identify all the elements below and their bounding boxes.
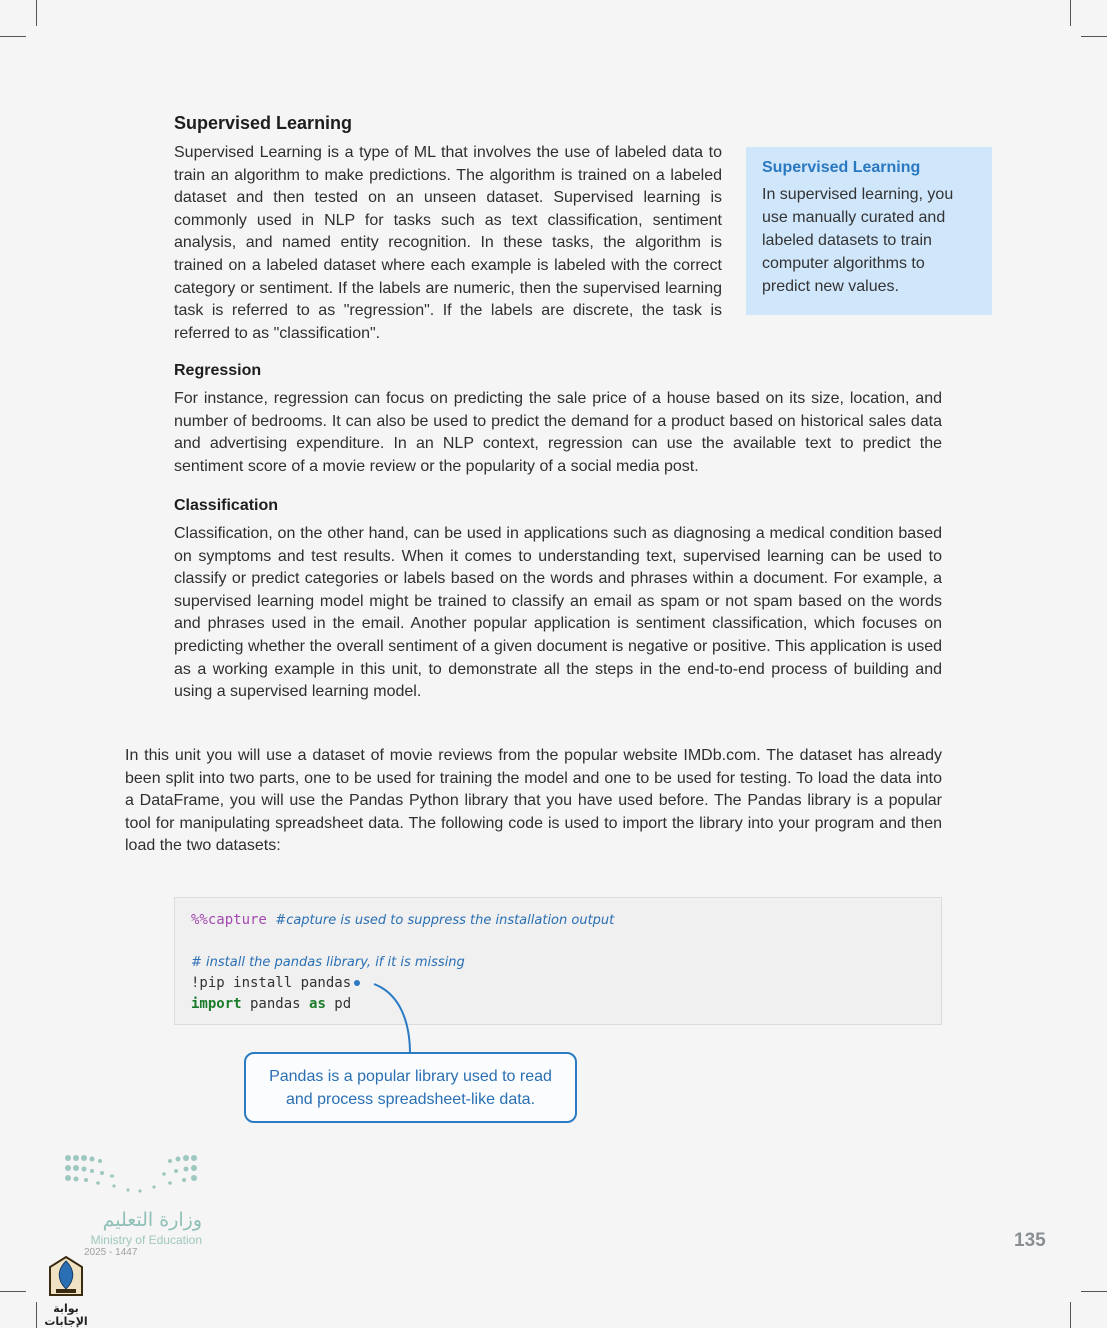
crop-mark <box>1081 1291 1107 1292</box>
code-comment: #capture is used to suppress the installation output <box>275 913 615 928</box>
regression-paragraph: For instance, regression can focus on predicting the sale price of a house based on its size, location, and number of bedrooms. It can also be used to predict the demand for a product based on historical sales data and advertising expenditure. In an NLP context, regression can use the available text to predict the sentiment score of a movie review or the popularity of a social media post. <box>174 390 942 475</box>
sidebar-title: Supervised Learning <box>762 159 921 176</box>
brand-watermark <box>30 1255 102 1328</box>
dataset-intro-paragraph: In this unit you will use a dataset of movie reviews from the popular website IMDb.com. The dataset has already been split into two parts, one to be used for training the model and one to be used for testing. To load the data into a DataFrame, you will use the Pandas Python library that you have used before. The Pandas library is a popular tool for manipulating spreadsheet data. The following code is used to import the library into your program and then load the two datasets: <box>125 747 942 855</box>
supervised-learning-heading: Supervised Learning <box>174 113 353 133</box>
module-name: pandas <box>241 996 310 1012</box>
definition-sidebar <box>746 147 992 315</box>
supervised-learning-paragraph: Supervised Learning is a type of ML that involves the use of labeled data to train an algorithm to make predictions. The algorithm is trained on a labeled dataset and then tested on an unseen dataset. Supervised learning is commonly used in NLP for tasks such as text classification, sentiment analysis, and named entity recognition. In these tasks, the algorithm is trained on a labeled dataset where each example is labeled with the correct category or sentiment. If the labels are numeric, then the supervised learning task is referred to as "regression". If the labels are discrete, the task is referred to as "classification". <box>174 144 722 342</box>
crop-mark <box>1081 36 1107 37</box>
code-line-1 <box>191 910 925 931</box>
crop-mark <box>36 0 37 26</box>
crop-mark <box>1070 0 1071 26</box>
code-comment: # install the pandas library, if it is missing <box>191 955 465 970</box>
keyword-as: as <box>309 996 326 1012</box>
brand-name: بوابة الإجابات <box>44 1302 88 1328</box>
alias-name: pd <box>325 996 352 1012</box>
magic-command: %%capture <box>191 912 267 928</box>
code-line-blank <box>191 931 925 952</box>
crop-mark <box>0 1291 26 1292</box>
code-line-3 <box>191 973 925 994</box>
page-number: 135 <box>1014 1230 1046 1251</box>
sidebar-text: In supervised learning, you use manually curated and labeled datasets to train computer algorithms to predict new values. <box>762 186 954 295</box>
classification-heading: Classification <box>174 497 279 514</box>
regression-heading: Regression <box>174 362 262 379</box>
callout-connector <box>360 982 420 1056</box>
ministry-dots-icon <box>62 1150 202 1198</box>
brand-logo-icon <box>44 1255 88 1297</box>
crop-mark <box>0 36 26 37</box>
pip-install-command: !pip install pandas <box>191 975 352 991</box>
code-block <box>174 897 942 1025</box>
code-line-2 <box>191 952 925 973</box>
classification-paragraph: Classification, on the other hand, can be used in applications such as diagnosing a medical condition based on symptoms and test results. When it comes to understanding text, supervised learning can be used to classify or predict categories or labels based on the words and phrases within a document. For example, a supervised learning model might be trained to classify an email as spam or not spam based on the words and phrases used in the email. Another popular application is sentiment classification, which focuses on predicting whether the overall sentiment of a given document is negative or positive. This application is used as a working example in this unit, to demonstrate all the steps in the end-to-end process of building and using a supervised learning model. <box>174 525 942 701</box>
keyword-import: import <box>191 996 242 1012</box>
ministry-name-english: Ministry of Education <box>90 1233 202 1247</box>
ministry-year: 2025 - 1447 <box>84 1247 138 1258</box>
crop-mark <box>1070 1302 1071 1328</box>
pandas-callout <box>244 1052 577 1123</box>
code-line-4 <box>191 994 925 1015</box>
callout-text: Pandas is a popular library used to read and process spreadsheet-like data. <box>269 1067 552 1108</box>
ministry-logo <box>62 1150 202 1258</box>
ministry-name-arabic: وزارة التعليم <box>102 1209 202 1231</box>
